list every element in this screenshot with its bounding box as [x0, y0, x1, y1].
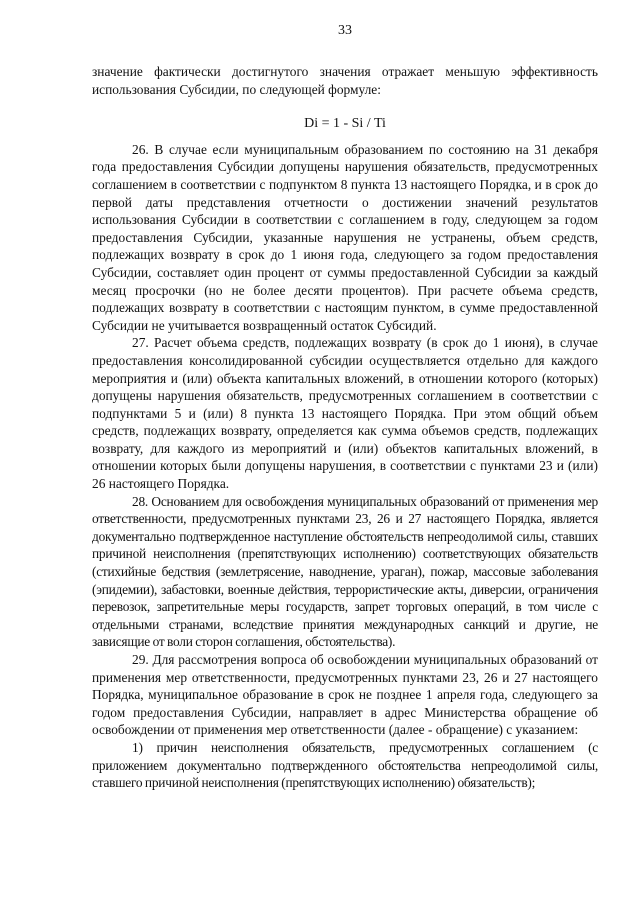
- paragraph-formula-intro: значение фактически достигнутого значения отражает меньшую эффективность использования Субсидии, по следующей формуле:: [92, 64, 598, 97]
- formula: Di = 1 - Si / Ti: [304, 116, 386, 132]
- subparagraph-1: 1) причин неисполнения обязательств, предусмотренных соглашением (с приложением документально подтвержденного обстоятельства непреодолимой силы, ставшего причиной неисполнения (препятствующих исполнению) обязательств);: [92, 739, 598, 791]
- paragraph-26: 26. В случае если муниципальным образованием по состоянию на 31 декабря года предоставления Субсидии допущены нарушения обязательств, предусмотренных соглашением в соответствии с подпунктом 8 пункта 13 настоящего Порядка, и в срок до первой даты представления отчетности о достижении значений результатов использования Субсидии в соответствии с соглашением в году, следующем за годом предоставления Субсидии, указанные нарушения не устранены, объем средств, подлежащих возврату в срок до 1 июня года, следующего за годом предоставления Субсидии, составляет один процент от суммы предоставленной Субсидии за каждый месяц просрочки (но не более десяти процентов). При расчете объема средств, подлежащих возврату в соответствии с настоящим пунктом, в сумме предоставленной Субсидии не учитывается возвращенный остаток Субсидий.: [92, 141, 598, 333]
- paragraph-28: 28. Основанием для освобождения муниципальных образований от применения мер ответственности, предусмотренных пунктами 23, 26 и 27 настоящего Порядка, является документально подтвержденное наступление обстоятельств непреодолимой силы, ставших причиной неисполнения (препятствующих исполнению) соответствующих обязательств (стихийные бедствия (землетрясение, наводнение, ураган), пожар, массовые заболевания (эпидемии), забастовки, военные действия, террористические акты, диверсии, ограничения перевозок, запретительные меры государств, запрет торговых операций, в том числе с отдельными странами, вследствие принятия международных санкций и другие, не зависящие от воли сторон соглашения, обстоятельства).: [92, 493, 598, 650]
- page-number: 33: [338, 23, 352, 38]
- document-body: [92, 63, 598, 792]
- paragraph-29: 29. Для рассмотрения вопроса об освобождении муниципальных образований от применения мер ответственности, предусмотренных пунктами 23, 26 и 27 настоящего Порядка, муниципальное образование в срок не позднее 1 апреля года, следующего за годом предоставления Субсидии, направляет в адрес Министерства обращение об освобождении от применения мер ответственности (далее - обращение) с указанием:: [92, 652, 598, 738]
- paragraph-27: 27. Расчет объема средств, подлежащих возврату (в срок до 1 июня), в случае предоставления консолидированной субсидии осуществляется отдельно для каждого мероприятия и (или) объекта капитальных вложений, в отношении которого (которых) допущены нарушения обязательств, предусмотренных соглашением в соответствии с подпунктами 5 и (или) 8 пункта 13 настоящего Порядка. При этом общий объем средств, подлежащих возврату, определяется как сумма объемов средств, подлежащих возврату, для каждого из мероприятий и (или) объектов капитальных вложений, в отношении которых были допущены нарушения, в соответствии с пунктами 23 и (или) 26 настоящего Порядка.: [92, 335, 598, 492]
